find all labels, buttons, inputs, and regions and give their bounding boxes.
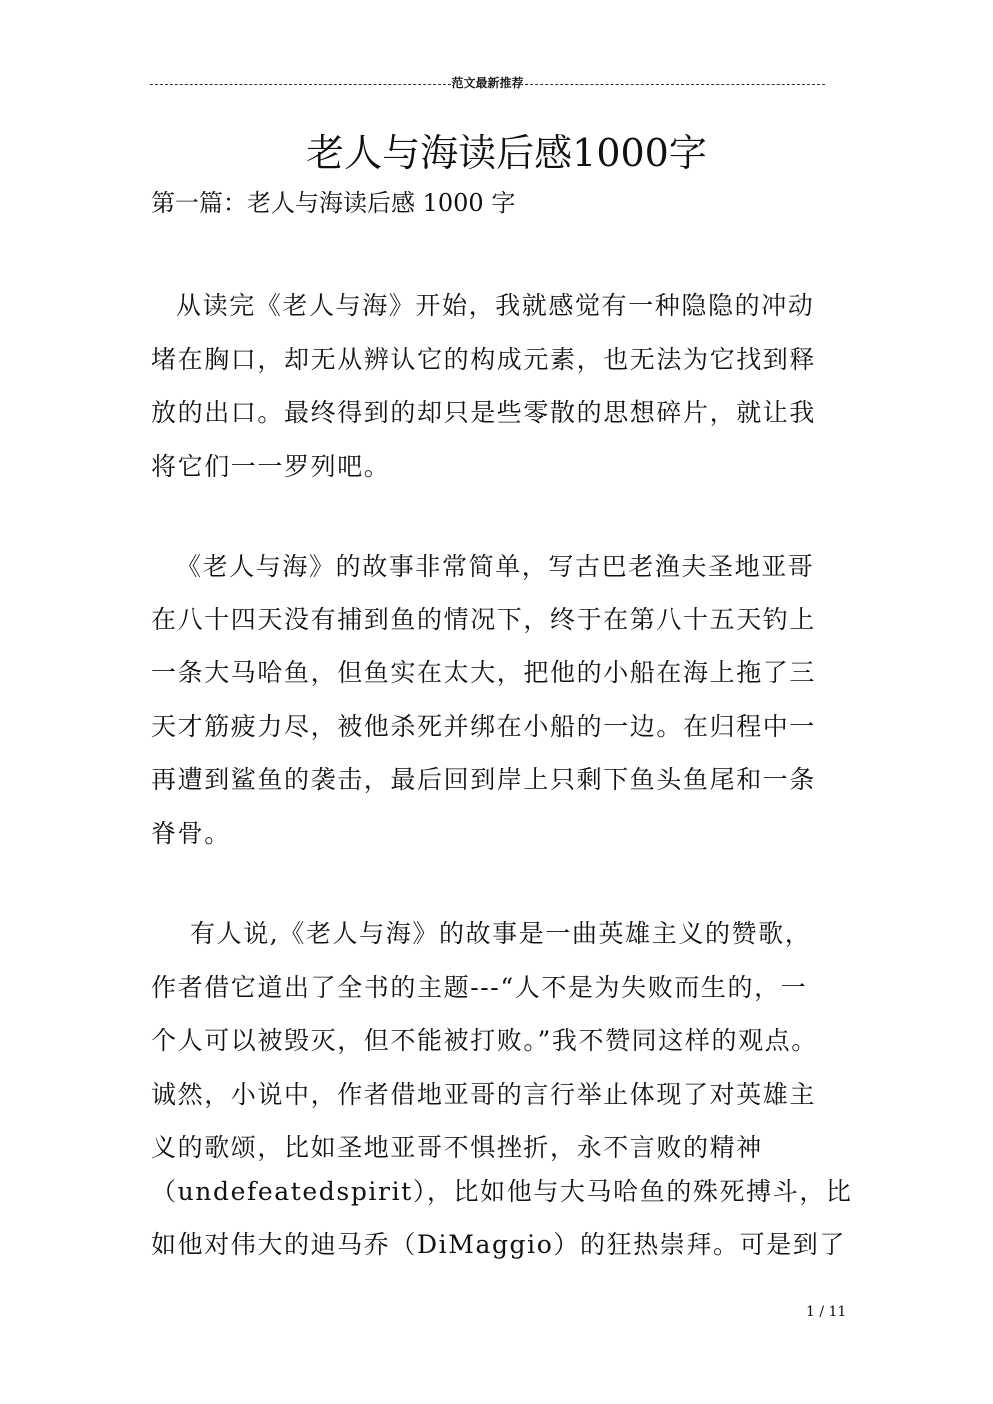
text-line: 再遭到鲨鱼的袭击，最后回到岸上只剩下鱼头鱼尾和一条 (151, 765, 817, 794)
text-line: 在八十四天没有捕到鱼的情况下，终于在第八十五天钓上 (151, 605, 817, 634)
document-title: 老人与海读后感1000字 (306, 131, 707, 175)
text-line: 将它们一一罗列吧。 (151, 452, 391, 481)
header-divider (525, 84, 826, 85)
text-line: 堵在胸口，却无从辨认它的构成元素，也无法为它找到释 (151, 345, 817, 374)
text-line: 天才筋疲力尽，被他杀死并绑在小船的一边。在归程中一 (151, 712, 817, 741)
text-line: 放的出口。最终得到的却只是些零散的思想碎片，就让我 (151, 398, 817, 427)
text-line: 如他对伟大的迪马乔（DiMaggio）的狂热崇拜。可是到了 (151, 1230, 846, 1259)
text-line: 义的歌颂，比如圣地亚哥不惧挫折，永不言败的精神 (151, 1133, 763, 1162)
text-line: 作者借它道出了全书的主题---“人不是为失败而生的，一 (151, 973, 808, 1002)
text-line: 诚然，小说中，作者借地亚哥的言行举止体现了对英雄主 (151, 1080, 817, 1109)
text-line: 《老人与海》的故事非常简单，写古巴老渔夫圣地亚哥 (176, 552, 815, 581)
text-line: 从读完《老人与海》开始，我就感觉有一种隐隐的冲动 (176, 291, 815, 320)
document-subtitle: 第一篇：老人与海读后感 1000 字 (151, 189, 516, 217)
text-line: 个人可以被毁灭，但不能被打败。”我不赞同这样的观点。 (151, 1026, 818, 1055)
text-line: （undefeatedspirit），比如他与大马哈鱼的殊死搏斗，比 (151, 1177, 853, 1206)
page-header (150, 74, 825, 91)
page-number: 1 / 11 (806, 1304, 847, 1320)
text-line: 一条大马哈鱼，但鱼实在太大，把他的小船在海上拖了三 (151, 658, 817, 687)
header-divider (150, 84, 451, 85)
text-line: 脊骨。 (151, 819, 231, 848)
text-line: 有人说,《老人与海》的故事是一曲英雄主义的赞歌， (190, 919, 812, 948)
header-label: 范文最新推荐 (451, 76, 524, 90)
